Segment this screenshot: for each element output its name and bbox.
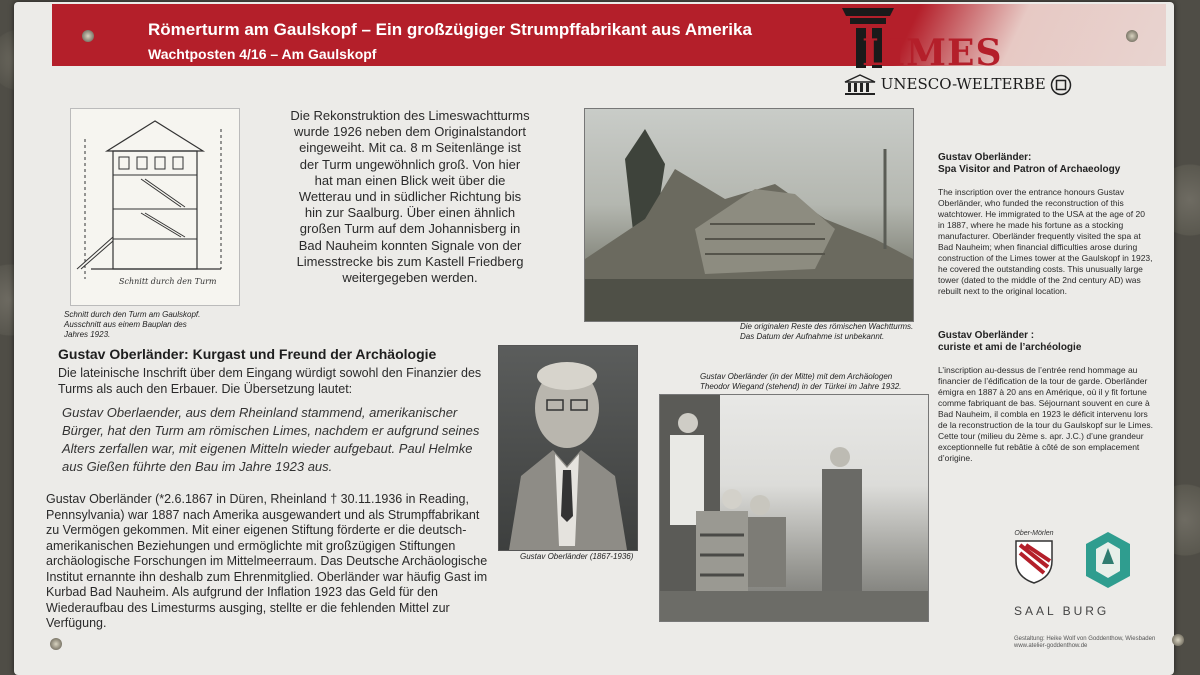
ruins-photo <box>584 108 914 322</box>
board-subtitle: Wachtposten 4/16 – Am Gaulskopf <box>148 46 377 62</box>
inscription-translation: Gustav Oberlaender, aus dem Rheinland stammend, amerikanischer Bürger, hat den Turm am römischen Limes, nachdem er aufgrund seines Alters zerfallen war, mit eigenen Mitteln wieder aufgebaut. Paul Helmke aus Gießen führte den Bau im Jahre 1923 aus. <box>62 405 480 474</box>
board-screw <box>1126 30 1138 42</box>
design-credit <box>1014 636 1155 650</box>
unesco-temple-icon <box>844 74 876 96</box>
board-title: Römerturm am Gaulskopf – Ein großzügiger Strumpffabrikant aus Amerika <box>148 20 752 39</box>
french-heading <box>938 330 1081 354</box>
naturpark-emblem <box>1084 530 1132 590</box>
biography-paragraph: Gustav Oberländer (*2.6.1867 in Düren, Rheinland † 30.11.1936 in Reading, Pennsylvania) war 1887 nach Amerika ausgewandert und als Strumpffabrikant zu Vermögen gekommen. Mit einer eigenen Stiftung förderte er die deutsch-amerikanischen Beziehungen und ermöglichte mit großzügigen Stiftungen archäologische Forschungen im Mittelmeerraum. Das Deutsche Archäologische Institut ernannte ihn deshalb zum Ehrenmitglied. Oberländer war häufig Gast im Kurbad Bad Nauheim. Als aufgrund der Inflation 1923 das Geld für den Wiederaufbau des Limesturms ausging, stellte er die fehlenden Mittel zur Verfügung. <box>46 492 488 630</box>
lead-paragraph: Die lateinische Inschrift über dem Eingang würdigt sowohl den Finanzier des Turms als auch den Erbauer. Die Übersetzung lautet: <box>58 366 482 396</box>
group-photo-image <box>660 395 928 621</box>
unesco-logo <box>844 74 1072 98</box>
unesco-label: UNESCO-WELTERBE <box>880 75 1046 93</box>
board-screw <box>50 638 62 650</box>
french-heading-subtitle: curiste et ami de l’archéologie <box>938 342 1082 353</box>
world-heritage-emblem-icon <box>1050 74 1072 96</box>
coat-of-arms-shield-icon <box>1012 537 1056 585</box>
english-heading <box>938 152 1120 176</box>
tower-sketch-drawing <box>71 109 239 305</box>
town-label: Ober-Mörlen <box>1014 530 1054 537</box>
sketch-label: Schnitt durch den Turm <box>119 277 217 286</box>
tower-section-sketch <box>70 108 240 306</box>
english-heading-subtitle: Spa Visitor and Patron of Archaeology <box>938 164 1121 175</box>
board-screw <box>82 30 94 42</box>
french-heading-name: Gustav Oberländer : <box>938 330 1035 341</box>
naturpark-emblem-icon <box>1084 530 1132 590</box>
sketch-caption: Schnitt durch den Turm am Gaulskopf. Ausschnitt aus einem Bauplan des Jahres 1923. <box>64 310 201 339</box>
portrait-caption: Gustav Oberländer (1867-1936) <box>520 552 634 561</box>
board-screw <box>1172 634 1184 646</box>
portrait-image <box>499 346 637 550</box>
ruins-photo-image <box>585 109 913 321</box>
design-credit-url: www.atelier-goddenthow.de <box>1014 643 1088 649</box>
limes-logo: LIMES <box>862 32 1003 74</box>
saalburg-logo: SAAL BURG <box>1014 604 1110 618</box>
ober-moerlen-coat-of-arms <box>1012 530 1056 590</box>
french-text: L’inscription au-dessus de l’entrée rend hommage au financier de l’édification de la tour de garde. Oberländer émigra en 1887 à 20 ans en Amérique, où il y fit fortune comme fabriquant de bas. Séjournant souvent en cure à Bad Nauheim, il combla en 1923 le déficit intervenu lors de la reconstruction de la tour du Gaulskopf sur le Limes. Cette tour (milieu du 2ème s. apr. J.C.) d’une grandeur exceptionnelle fut rebâtie à côté de son emplacement d’origine. <box>938 364 1153 464</box>
english-heading-name: Gustav Oberländer: <box>938 152 1032 163</box>
oberlaender-portrait <box>498 345 638 551</box>
section-heading: Gustav Oberländer: Kurgast und Freund der Archäologie <box>58 346 437 362</box>
group-photo <box>659 394 929 622</box>
english-text: The inscription over the entrance honours Gustav Oberländer, who funded the reconstruction of this watchtower. He immigrated to the USA at the age of 20 in 1887, where he made his fortune as a stocking manufacturer. Oberländer frequently visited the spa at Bad Nauheim; when financial difficulties arose during construction of the Limes tower at the Gaulskopf in 1923, he covered the outstanding costs. This unusually large tower (dated to the middle of the 2nd century AD) was rebuilt next to the original location. <box>938 186 1153 297</box>
ruins-caption: Die originalen Reste des römischen Wachtturms. Das Datum der Aufnahme ist unbekannt. <box>740 322 914 341</box>
group-photo-caption: Gustav Oberländer (in der Mitte) mit dem Archäologen Theodor Wiegand (stehend) in der Türkei im Jahre 1932. <box>700 372 902 391</box>
intro-paragraph: Die Rekonstruktion des Limeswachtturms wurde 1926 neben dem Originalstandort eingeweiht. Mit ca. 8 m Seitenlänge ist der Turm ungewöhnlich groß. Von hier hat man einen Blick weit über die Wetterau und in südlicher Richtung bis hin zur Saalburg. Über einen ähnlich großen Turm auf dem Johannisberg in Bad Nauheim konnten Signale von der Limesstrecke bis zum Kastell Friedberg weitergegeben werden. <box>290 108 530 286</box>
design-credit-line: Gestaltung: Heike Wolf von Goddenthow, Wiesbaden <box>1014 636 1156 642</box>
